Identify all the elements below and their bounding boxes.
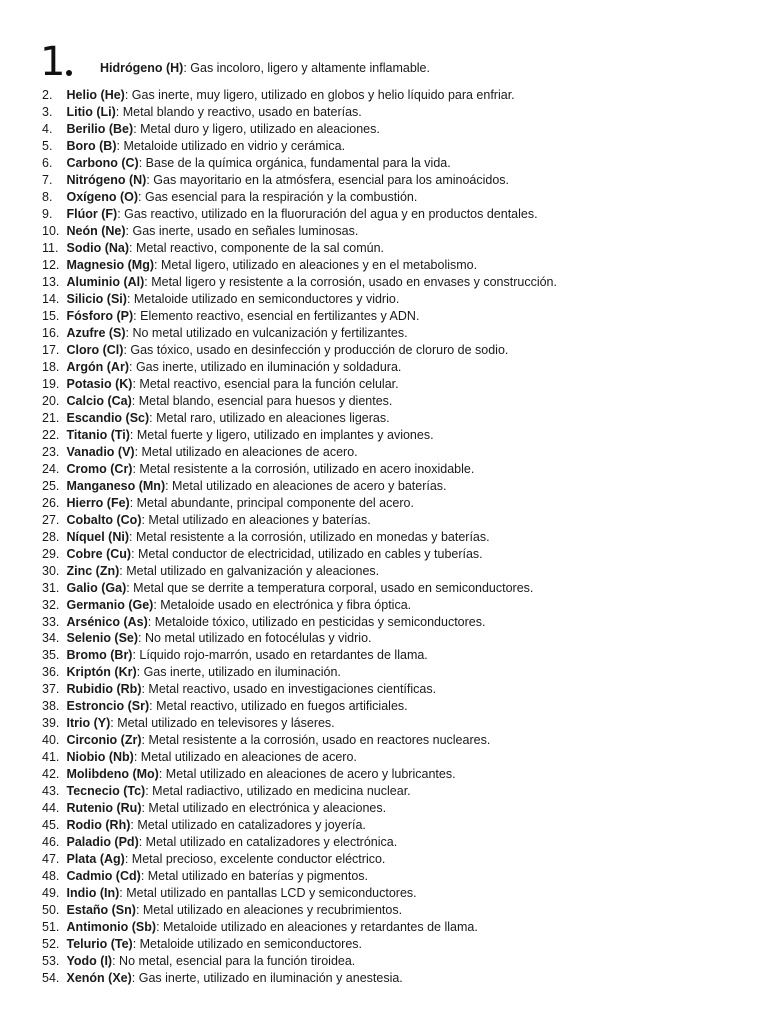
list-item xyxy=(42,681,557,698)
element-description: : No metal utilizado en vulcanización y fertilizantes. xyxy=(125,326,408,341)
list-text xyxy=(67,190,418,204)
list-number: 21. xyxy=(42,410,60,425)
list-number: 45. xyxy=(42,818,60,833)
list-number: 23. xyxy=(42,444,60,459)
element-name: Nitrógeno (N) xyxy=(66,173,147,188)
list-text xyxy=(67,88,515,102)
list-number: 42. xyxy=(42,767,60,782)
element-description: : Metal radiactivo, utilizado en medicina nuclear. xyxy=(145,784,411,799)
list-item xyxy=(42,223,557,240)
list-text xyxy=(67,954,356,968)
list-item xyxy=(42,952,557,969)
element-description: : Metal duro y ligero, utilizado en aleaciones. xyxy=(133,122,380,137)
list-number: 53. xyxy=(42,953,60,968)
list-text xyxy=(67,139,346,153)
element-description: : Metal utilizado en aleaciones y baterías. xyxy=(141,512,371,527)
list-number: 36. xyxy=(42,665,60,680)
list-text xyxy=(67,665,341,679)
list-number: 30. xyxy=(42,563,60,578)
list-item xyxy=(42,274,557,291)
element-name: Selenio (Se) xyxy=(66,631,139,646)
element-description: : Base de la química orgánica, fundamental para la vida. xyxy=(138,156,451,171)
list-item xyxy=(42,562,557,579)
element-name: Rubidio (Rb) xyxy=(66,682,142,697)
list-item xyxy=(42,511,557,528)
element-name: Aluminio (Al) xyxy=(66,275,145,290)
element-name: Magnesio (Mg) xyxy=(66,258,154,273)
list-number: 35. xyxy=(42,648,60,663)
list-text xyxy=(67,852,386,866)
element-description: : Metal abundante, principal componente del acero. xyxy=(129,495,414,510)
element-description: : Metaloide utilizado en aleaciones y retardantes de llama. xyxy=(156,919,478,934)
list-number: 28. xyxy=(42,529,60,544)
element-name: Hierro (Fe) xyxy=(66,495,130,510)
element-name: Rodio (Rh) xyxy=(66,818,131,833)
list-number: 40. xyxy=(42,733,60,748)
element-description: : Metal utilizado en galvanización y aleaciones. xyxy=(119,563,380,578)
list-item xyxy=(42,749,557,766)
list-text xyxy=(67,530,490,544)
element-description: : Gas incoloro, ligero y altamente inflamable. xyxy=(183,61,430,75)
list-text xyxy=(67,716,335,730)
list-text xyxy=(67,156,451,170)
list-number: 37. xyxy=(42,682,60,697)
element-description: : Elemento reactivo, esencial en fertilizantes y ADN. xyxy=(133,309,420,324)
list-number: 47. xyxy=(42,852,60,867)
element-name: Xenón (Xe) xyxy=(66,970,132,985)
list-item xyxy=(42,817,557,834)
element-name: Cadmio (Cd) xyxy=(66,869,141,884)
list-item xyxy=(42,392,557,409)
list-number: 20. xyxy=(42,393,60,408)
list-item xyxy=(42,206,557,223)
list-item xyxy=(42,426,557,443)
list-item xyxy=(42,325,557,342)
element-name: Silicio (Si) xyxy=(66,292,127,307)
first-item-number xyxy=(40,39,100,85)
element-name: Cobre (Cu) xyxy=(66,546,132,561)
element-name: Titanio (Ti) xyxy=(66,427,130,442)
element-name: Potasio (K) xyxy=(66,376,133,391)
list-item xyxy=(42,189,557,206)
element-description: : No metal utilizado en fotocélulas y vidrio. xyxy=(138,631,372,646)
element-name: Yodo (I) xyxy=(66,953,113,968)
list-number: 11. xyxy=(42,241,59,256)
element-description: : Metal utilizado en aleaciones y recubrimientos. xyxy=(135,902,403,917)
list-item xyxy=(42,732,557,749)
element-description: : Gas inerte, usado en señales luminosas. xyxy=(125,224,359,239)
list-text xyxy=(67,258,478,272)
list-item xyxy=(42,155,557,172)
element-name: Flúor (F) xyxy=(66,207,118,222)
element-description: : Gas tóxico, usado en desinfección y producción de cloruro de sodio. xyxy=(123,343,509,358)
element-description: : Metaloide utilizado en vidrio y cerámica. xyxy=(116,139,346,154)
element-name: Telurio (Te) xyxy=(66,936,133,951)
list-number: 46. xyxy=(42,835,60,850)
list-number: 2. xyxy=(42,88,53,103)
list-number: 49. xyxy=(42,886,60,901)
list-text xyxy=(67,360,402,374)
list-text xyxy=(67,326,408,340)
element-description: : Metal conductor de electricidad, utilizado en cables y tuberías. xyxy=(131,546,483,561)
list-text xyxy=(67,598,412,612)
list-item xyxy=(42,257,557,274)
list-item xyxy=(42,935,557,952)
list-item xyxy=(42,409,557,426)
list-item xyxy=(42,308,557,325)
element-name: Cromo (Cr) xyxy=(66,461,133,476)
element-name: Kriptón (Kr) xyxy=(66,665,137,680)
list-text xyxy=(67,309,420,323)
list-text xyxy=(67,767,456,781)
element-description: : Metal utilizado en electrónica y aleaciones. xyxy=(141,801,387,816)
element-description: : Metal utilizado en catalizadores y joyería. xyxy=(130,818,366,833)
element-description: : Metal utilizado en aleaciones de acero y baterías. xyxy=(165,478,447,493)
list-number: 52. xyxy=(42,936,60,951)
list-text xyxy=(67,937,363,951)
list-item xyxy=(42,342,557,359)
list-text xyxy=(67,648,428,662)
list-item xyxy=(42,783,557,800)
element-description: : Metal utilizado en aleaciones de acero. xyxy=(133,750,357,765)
element-name: Cobalto (Co) xyxy=(66,512,142,527)
element-name: Galio (Ga) xyxy=(66,580,127,595)
element-description: : Metal blando y reactivo, usado en baterías. xyxy=(115,105,362,120)
list-text xyxy=(67,615,486,629)
list-item xyxy=(42,545,557,562)
list-number: 6. xyxy=(42,156,53,171)
element-description: : Metal ligero y resistente a la corrosión, usado en envases y construcción. xyxy=(144,275,557,290)
list-text xyxy=(67,699,408,713)
list-number: 38. xyxy=(42,699,60,714)
element-name: Neón (Ne) xyxy=(66,224,126,239)
element-name: Boro (B) xyxy=(66,139,117,154)
list-number: 29. xyxy=(42,546,60,561)
element-description: : Metal reactivo, utilizado en fuegos artificiales. xyxy=(149,699,408,714)
element-description: : Líquido rojo-marrón, usado en retardantes de llama. xyxy=(132,648,428,663)
element-name: Molibdeno (Mo) xyxy=(66,767,159,782)
list-text xyxy=(67,513,371,527)
list-item xyxy=(42,630,557,647)
list-text xyxy=(67,377,399,391)
list-number: 5. xyxy=(42,139,53,154)
element-name: Antimonio (Sb) xyxy=(66,919,157,934)
list-number: 50. xyxy=(42,902,60,917)
element-name: Escandio (Sc) xyxy=(66,410,150,425)
element-name: Niobio (Nb) xyxy=(66,750,134,765)
element-description: : Metaloide utilizado en semiconductores. xyxy=(132,936,362,951)
element-name: Bromo (Br) xyxy=(66,648,133,663)
list-number: 27. xyxy=(42,512,60,527)
list-item xyxy=(42,664,557,681)
element-description: : Metal utilizado en catalizadores y electrónica. xyxy=(138,835,398,850)
list-item xyxy=(42,698,557,715)
list-number: 17. xyxy=(42,343,60,358)
element-name: Circonio (Zr) xyxy=(66,733,142,748)
list-item xyxy=(42,800,557,817)
list-item xyxy=(42,715,557,732)
element-name: Litio (Li) xyxy=(66,105,116,120)
list-number: 54. xyxy=(42,970,60,985)
element-name: Níquel (Ni) xyxy=(66,529,129,544)
list-item xyxy=(42,528,557,545)
list-item xyxy=(42,477,557,494)
element-description: : Gas inerte, utilizado en iluminación. xyxy=(136,665,341,680)
list-text xyxy=(67,411,390,425)
list-number: 41. xyxy=(42,750,60,765)
element-description: : Metal utilizado en aleaciones de acero y lubricantes. xyxy=(158,767,456,782)
element-name: Fósforo (P) xyxy=(66,309,134,324)
list-item xyxy=(42,460,557,477)
list-number: 3. xyxy=(42,105,53,120)
list-text xyxy=(67,682,437,696)
element-description: : Metal que se derrite a temperatura corporal, usado en semiconductores. xyxy=(126,580,534,595)
list-text xyxy=(67,784,411,798)
list-text xyxy=(67,394,393,408)
list-item xyxy=(42,885,557,902)
list-number: 39. xyxy=(42,716,60,731)
element-name: Arsénico (As) xyxy=(66,614,148,629)
list-item xyxy=(42,834,557,851)
element-description: : Metal utilizado en televisores y láseres. xyxy=(110,716,335,731)
list-text xyxy=(67,835,398,849)
list-text xyxy=(67,971,403,985)
element-name: Carbono (C) xyxy=(66,156,139,171)
element-description: : No metal, esencial para la función tiroidea. xyxy=(112,953,356,968)
list-number: 22. xyxy=(42,427,60,442)
list-number: 51. xyxy=(42,919,60,934)
element-name: Hidrógeno (H) xyxy=(100,61,184,75)
list-number: 14. xyxy=(42,292,60,307)
list-text xyxy=(67,428,434,442)
element-description: : Metal raro, utilizado en aleaciones ligeras. xyxy=(149,410,390,425)
list-number: 44. xyxy=(42,801,60,816)
element-description: : Gas inerte, muy ligero, utilizado en globos y helio líquido para enfriar. xyxy=(124,88,515,103)
element-description: : Gas inerte, utilizado en iluminación y soldadura. xyxy=(129,359,402,374)
element-name: Cloro (Cl) xyxy=(66,343,124,358)
list-number: 8. xyxy=(42,190,53,205)
element-description: : Metal reactivo, usado en investigaciones científicas. xyxy=(141,682,437,697)
list-item xyxy=(42,443,557,460)
element-name: Vanadio (V) xyxy=(66,444,135,459)
list-number: 4. xyxy=(42,122,53,137)
list-text xyxy=(67,750,357,764)
list-number: 34. xyxy=(42,631,60,646)
list-text xyxy=(67,275,557,289)
list-number: 18. xyxy=(42,359,60,374)
list-item xyxy=(42,375,557,392)
list-text xyxy=(67,886,417,900)
element-name: Estaño (Sn) xyxy=(66,902,136,917)
element-description: : Gas inerte, utilizado en iluminación y anestesia. xyxy=(131,970,403,985)
element-name: Plata (Ag) xyxy=(66,852,125,867)
list-number: 26. xyxy=(42,495,60,510)
element-description: : Metal resistente a la corrosión, utilizado en monedas y baterías. xyxy=(129,529,490,544)
element-name: Germanio (Ge) xyxy=(66,597,154,612)
element-name: Manganeso (Mn) xyxy=(66,478,166,493)
list-item xyxy=(42,172,557,189)
list-item xyxy=(42,494,557,511)
list-text xyxy=(67,479,447,493)
list-item xyxy=(42,647,557,664)
element-description: : Metal reactivo, esencial para la función celular. xyxy=(132,376,399,391)
element-description: : Metal resistente a la corrosión, utilizado en acero inoxidable. xyxy=(132,461,475,476)
list-number: 48. xyxy=(42,869,60,884)
list-item xyxy=(42,138,557,155)
element-description: : Gas mayoritario en la atmósfera, esencial para los aminoácidos. xyxy=(146,173,510,188)
element-name: Itrio (Y) xyxy=(66,716,111,731)
list-text xyxy=(67,173,510,187)
list-text xyxy=(67,818,366,832)
element-description: : Gas esencial para la respiración y la combustión. xyxy=(138,190,418,205)
element-description: : Metal utilizado en pantallas LCD y semiconductores. xyxy=(119,886,417,901)
element-name: Helio (He) xyxy=(66,88,125,103)
list-number: 12. xyxy=(42,258,60,273)
list-text xyxy=(67,869,369,883)
list-text xyxy=(67,547,483,561)
list-text xyxy=(67,292,400,306)
list-item xyxy=(42,613,557,630)
list-number: 10. xyxy=(42,224,60,239)
list-item xyxy=(42,596,557,613)
element-description: : Metal reactivo, componente de la sal común. xyxy=(129,241,384,256)
element-description: : Metal resistente a la corrosión, usado en reactores nucleares. xyxy=(141,733,491,748)
list-number: 9. xyxy=(42,207,53,222)
element-name: Estroncio (Sr) xyxy=(66,699,150,714)
element-name: Argón (Ar) xyxy=(66,359,129,374)
list-item-first xyxy=(40,38,430,85)
list-item xyxy=(42,240,557,257)
list-item xyxy=(42,579,557,596)
element-name: Oxígeno (O) xyxy=(66,190,139,205)
list-item xyxy=(42,766,557,783)
list-number: 16. xyxy=(42,326,60,341)
list-number: 19. xyxy=(42,376,60,391)
first-item-text xyxy=(100,60,430,82)
list-item xyxy=(42,851,557,868)
list-text xyxy=(67,631,372,645)
list-text xyxy=(67,462,475,476)
list-text xyxy=(67,343,509,357)
element-description: : Gas reactivo, utilizado en la fluoruración del agua y en productos dentales. xyxy=(117,207,538,222)
list-text xyxy=(67,581,534,595)
element-name: Azufre (S) xyxy=(66,326,126,341)
list-text xyxy=(67,224,359,238)
element-name: Paladio (Pd) xyxy=(66,835,139,850)
list-number: 7. xyxy=(42,173,53,188)
list-number: 31. xyxy=(42,580,60,595)
element-description: : Metal precioso, excelente conductor eléctrico. xyxy=(124,852,386,867)
list-text xyxy=(67,903,403,917)
list-text xyxy=(67,733,491,747)
list-item xyxy=(42,902,557,919)
element-name: Calcio (Ca) xyxy=(66,393,132,408)
list-text xyxy=(67,801,387,815)
list-item xyxy=(42,868,557,885)
element-name: Indio (In) xyxy=(66,886,120,901)
element-name: Sodio (Na) xyxy=(66,241,129,256)
element-list xyxy=(42,87,557,986)
element-description: : Metal utilizado en aleaciones de acero. xyxy=(134,444,358,459)
list-text xyxy=(67,105,362,119)
list-item xyxy=(42,918,557,935)
list-text xyxy=(67,496,414,510)
element-description: : Metaloide utilizado en semiconductores y vidrio. xyxy=(126,292,400,307)
list-number: 24. xyxy=(42,461,60,476)
element-name: Rutenio (Ru) xyxy=(66,801,142,816)
list-text xyxy=(67,207,538,221)
list-number: 25. xyxy=(42,478,60,493)
element-description: : Metal utilizado en baterías y pigmentos. xyxy=(140,869,369,884)
element-description: : Metal ligero, utilizado en aleaciones y en el metabolismo. xyxy=(154,258,478,273)
list-text xyxy=(67,920,478,934)
list-text xyxy=(67,122,380,136)
list-text xyxy=(67,445,358,459)
list-number: 43. xyxy=(42,784,60,799)
list-item xyxy=(42,121,557,138)
list-item xyxy=(42,969,557,986)
element-description: : Metaloide tóxico, utilizado en pesticidas y semiconductores. xyxy=(147,614,486,629)
element-description: : Metal fuerte y ligero, utilizado en implantes y aviones. xyxy=(129,427,434,442)
list-item xyxy=(42,104,557,121)
list-number: 15. xyxy=(42,309,60,324)
list-number: 13. xyxy=(42,275,60,290)
list-item xyxy=(42,359,557,376)
list-text xyxy=(67,241,385,255)
first-item-digit: 1 xyxy=(40,39,66,85)
element-name: Berilio (Be) xyxy=(66,122,134,137)
list-item xyxy=(42,291,557,308)
element-name: Tecnecio (Tc) xyxy=(66,784,146,799)
element-name: Zinc (Zn) xyxy=(66,563,120,578)
list-number: 32. xyxy=(42,597,60,612)
list-number: 33. xyxy=(42,614,60,629)
list-item xyxy=(42,87,557,104)
list-text xyxy=(67,564,380,578)
element-description: : Metal blando, esencial para huesos y dientes. xyxy=(131,393,393,408)
element-description: : Metaloide usado en electrónica y fibra óptica. xyxy=(153,597,412,612)
bullet-dot xyxy=(66,70,72,76)
